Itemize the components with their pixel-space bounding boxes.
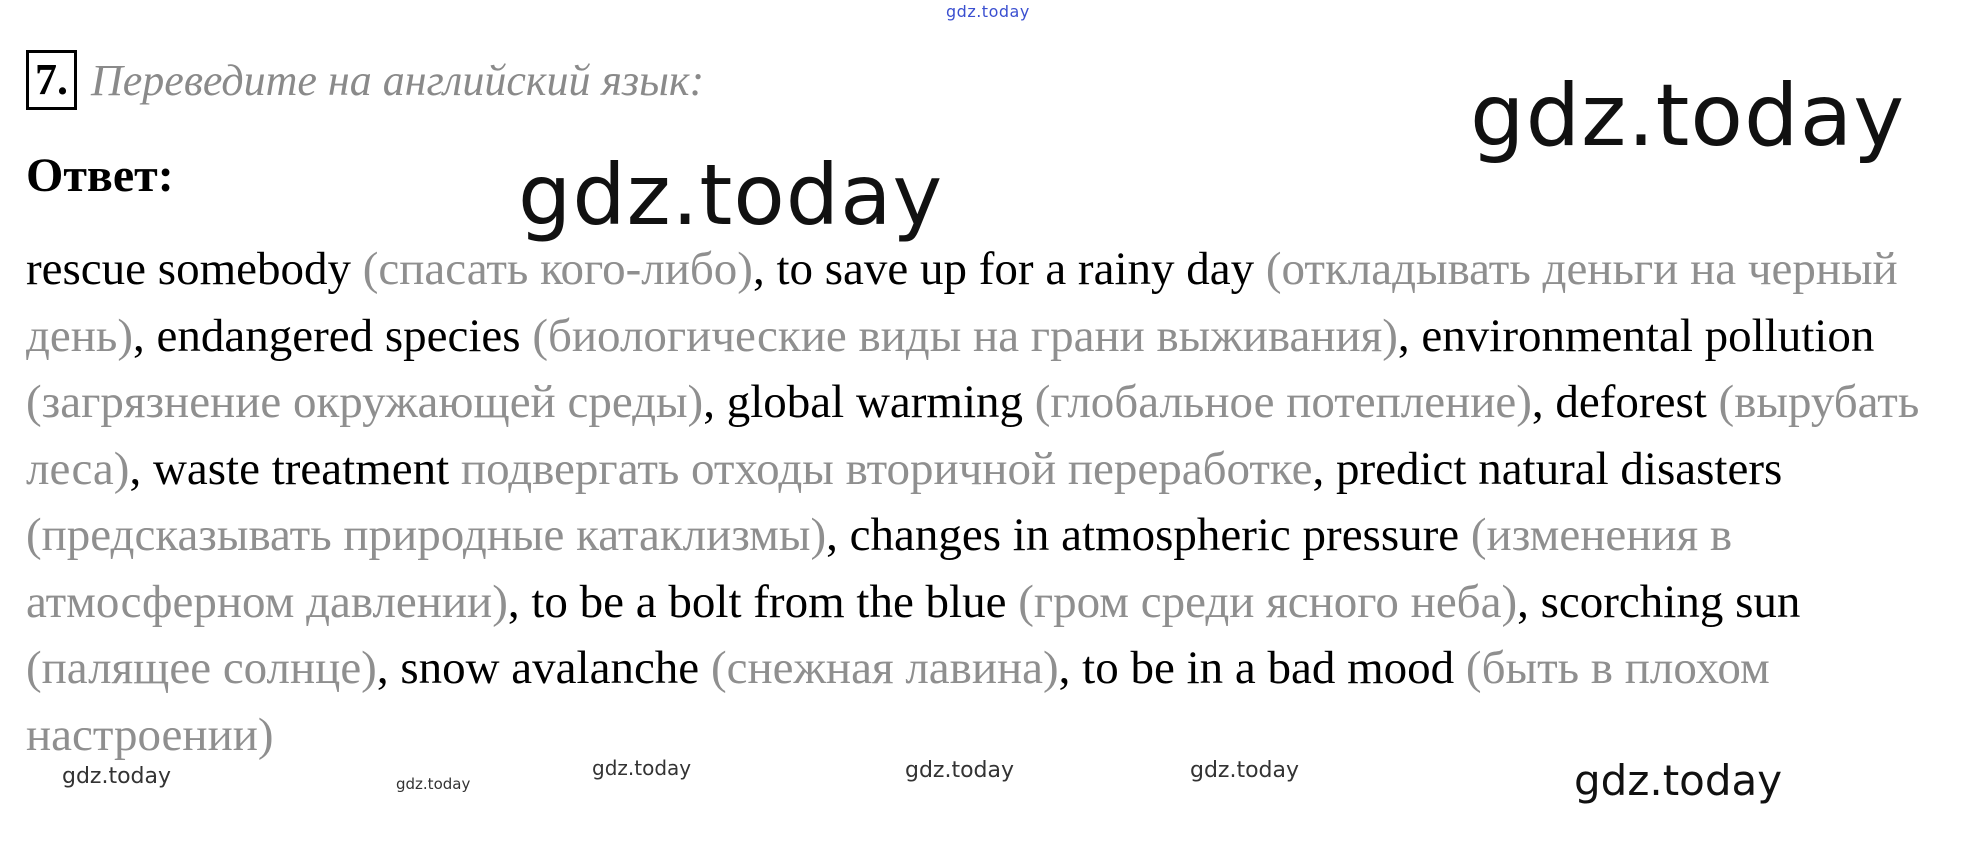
answer-ru-translation: (предсказывать природные катаклизмы) — [26, 509, 827, 561]
answer-en-term: to be in a bad mood — [1082, 642, 1455, 694]
answer-ru-translation: (биологические виды на грани выживания) — [532, 309, 1398, 362]
watermark-medium: gdz.today — [1574, 756, 1783, 805]
answer-en-term: waste treatment — [152, 442, 450, 495]
answer-ru-translation: (спасать кого-либо) — [362, 243, 753, 295]
watermark-small: gdz.today — [62, 764, 172, 789]
answer-en-term: changes in atmospheric pressure — [849, 509, 1460, 561]
watermark-large-center: gdz.today — [518, 146, 944, 244]
watermark-small: gdz.today — [1190, 758, 1300, 783]
watermark-small: gdz.today — [396, 775, 471, 793]
answer-ru-translation: (откладывать деньги на черный день) — [26, 243, 1898, 362]
answer-ru-translation: (гром среди ясного неба) — [1018, 575, 1518, 628]
answer-ru-translation: (загрязнение окружающей среды) — [26, 376, 704, 428]
answer-en-term: snow avalanche — [400, 642, 700, 694]
answer-ru-translation: (глобальное потепление) — [1034, 376, 1532, 428]
task-header — [26, 50, 704, 110]
answer-en-term: to save up for a rainy day — [776, 243, 1255, 295]
answer-en-term: endangered species — [156, 309, 521, 362]
answer-en-term: global warming — [726, 376, 1024, 428]
answer-en-term: deforest — [1555, 376, 1707, 428]
watermark-small: gdz.today — [592, 756, 692, 780]
task-instruction: Переведите на английский язык: — [91, 55, 705, 105]
answer-en-term: predict natural disasters — [1335, 442, 1783, 495]
watermark-top: gdz.today — [946, 2, 1030, 21]
answer-ru-translation: (быть в плохом настроении) — [26, 642, 1770, 761]
answer-en-term: rescue somebody — [26, 243, 351, 295]
answer-ru-translation: (палящее солнце) — [26, 642, 377, 694]
answer-en-term: to be a bolt from the blue — [531, 575, 1007, 628]
watermark-large-right: gdz.today — [1470, 66, 1906, 166]
answer-label: Ответ: — [26, 149, 174, 202]
answer-text: rescue somebody (спасать кого-либо), to save up for a rainy day (откладывать деньги на черный день), endangered species (биологические виды на грани выживания), environmental pollution (загрязнение окружающей среды), global warming (глобальное потепление), deforest (вырубать леса), waste treatment подвергать отходы вторичной переработке, predict natural disasters (предсказывать природные катаклизмы), changes in atmospheric pressure (изменения в атмосферном давлении), to be a bolt from the blue (гром среди ясного неба), scorching sun (палящее солнце), snow avalanche (снежная лавина), to be in a bad mood (быть в плохом настроении) — [26, 243, 1920, 761]
answer-ru-translation: (вырубать леса) — [26, 376, 1920, 495]
answer-en-term: scorching sun — [1540, 575, 1801, 628]
answer-en-term: environmental pollution — [1421, 309, 1875, 362]
task-number: 7. — [26, 50, 77, 110]
answer-ru-translation: (снежная лавина) — [710, 642, 1059, 694]
answer-ru-translation: (изменения в атмосферном давлении) — [26, 509, 1733, 628]
answer-ru-translation: подвергать отходы вторичной переработке — [460, 442, 1313, 495]
watermark-small: gdz.today — [905, 758, 1015, 783]
